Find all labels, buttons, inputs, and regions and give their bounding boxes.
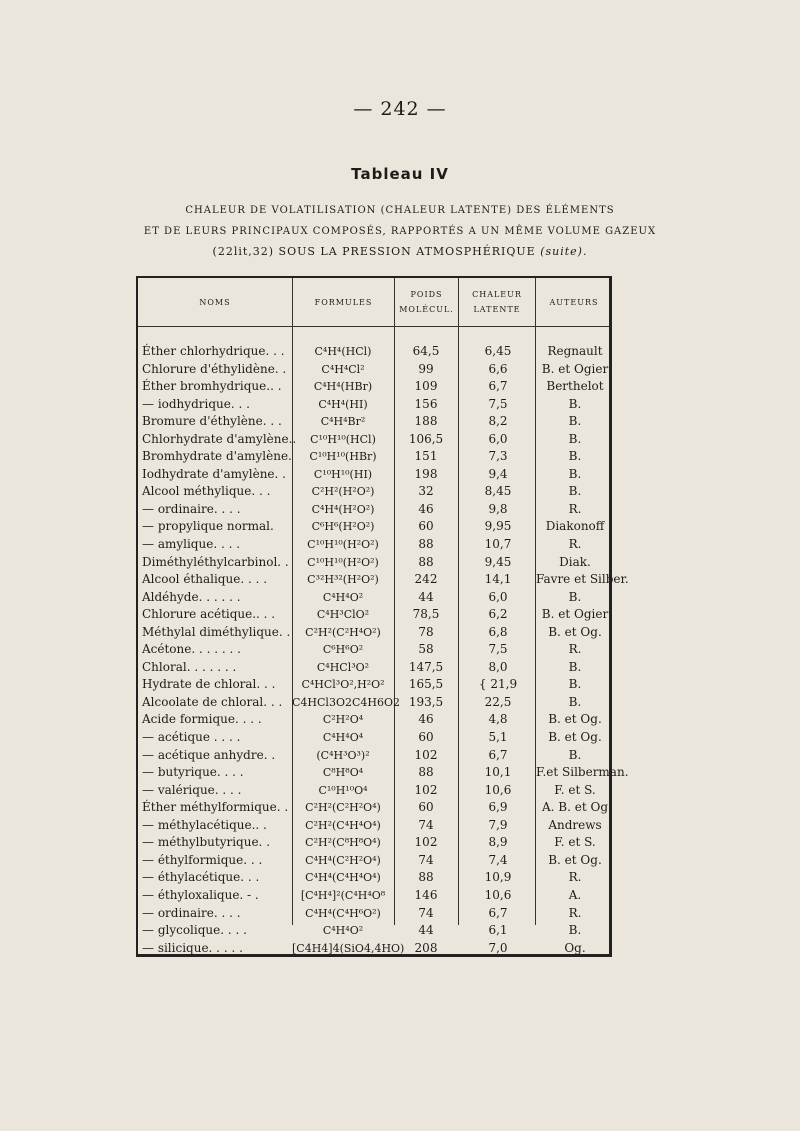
row-name: Méthylal diméthylique. . [142, 624, 291, 639]
row-heat: 8,0 [488, 659, 508, 674]
row-name: Éther chlorhydrique. . . [142, 344, 285, 358]
row-heat: 7,4 [488, 852, 508, 867]
row-weight: 46 [418, 501, 434, 516]
row-heat: 14,1 [484, 572, 512, 587]
row-author: B. et Ogier [541, 361, 609, 376]
page-number: — 242 — [353, 98, 447, 120]
row-weight: 60 [418, 730, 434, 745]
row-name: — méthylbutyrique. . [142, 835, 271, 850]
row-author: B. et Ogier [541, 607, 609, 622]
table-row [138, 782, 609, 800]
row-name: — acétique anhydre. . [142, 747, 276, 762]
row-formula: C⁴H⁴(C⁴H⁴O⁴) [305, 871, 381, 885]
row-weight: 60 [418, 800, 434, 815]
row-heat: 6,7 [488, 379, 508, 394]
row-name: — éthylformique. . . [142, 852, 263, 867]
row-formula: C⁴H⁴O² [322, 924, 364, 938]
row-author: B. et Og. [548, 624, 602, 639]
row-heat: 6,45 [484, 344, 512, 358]
row-weight: 32 [418, 484, 434, 499]
row-author: B. et Og. [548, 730, 602, 745]
row-formula: C⁴H⁴Cl² [321, 362, 365, 376]
table-row [138, 905, 609, 923]
table-row [138, 501, 609, 519]
row-weight: 151 [414, 449, 438, 464]
row-author: A. [568, 887, 582, 902]
table-row [138, 817, 609, 835]
row-weight: 64,5 [412, 344, 440, 358]
row-heat: 9,45 [484, 554, 512, 569]
row-formula: C²H²O⁴ [322, 713, 364, 727]
row-author: B. [568, 923, 582, 938]
row-weight: 193,5 [408, 694, 444, 709]
row-author: R. [568, 642, 582, 657]
table-row [138, 694, 609, 712]
row-heat: 6,7 [488, 747, 508, 762]
row-author: Og. [564, 940, 586, 955]
table-row [138, 571, 629, 589]
subtitle-suffix: (suite). [540, 245, 588, 258]
row-name: — silicique. . . . . [142, 940, 243, 955]
row-heat: 9,95 [484, 519, 512, 534]
row-author: B. [568, 396, 582, 411]
row-weight: 74 [418, 817, 434, 832]
row-author: B. et Og. [548, 852, 602, 867]
row-formula: C¹⁰H¹⁰(HI) [313, 467, 373, 481]
row-heat: 8,2 [488, 414, 508, 429]
row-author: F. et S. [554, 835, 596, 850]
row-heat: 10,9 [484, 870, 512, 885]
row-author: B. [568, 414, 582, 429]
row-formula: C⁴HCl³O² [316, 660, 370, 674]
row-weight: 102 [414, 747, 438, 762]
row-weight: 99 [418, 361, 434, 376]
row-weight: 242 [414, 572, 438, 587]
row-weight: 106,5 [408, 431, 444, 446]
row-formula: (C⁴H³O³)² [316, 748, 370, 762]
subtitle-line-3 [0, 245, 800, 258]
header-weight: POIDS MOLÉCUL. [399, 290, 454, 314]
row-weight: 78 [418, 624, 434, 639]
row-formula: C⁴H⁴(H²O²) [311, 502, 375, 516]
row-name: Alcool méthylique. . . [142, 484, 271, 499]
row-heat: 7,0 [488, 940, 508, 955]
row-author: B. [568, 484, 582, 499]
row-weight: 165,5 [408, 677, 444, 692]
table-row [138, 729, 609, 747]
row-formula: C¹⁰H¹⁰(H²O²) [307, 555, 379, 569]
table-row [138, 396, 609, 414]
table-row [138, 747, 609, 765]
table-row [138, 536, 609, 554]
table-row [138, 799, 609, 817]
row-name: — méthylacétique.. . [142, 817, 267, 832]
table-row [138, 659, 609, 677]
table-row [138, 483, 609, 501]
row-name: Acétone. . . . . . . [142, 642, 241, 657]
row-author: B. [568, 431, 582, 446]
row-author: Diak. [559, 554, 591, 569]
row-name: — acétique . . . . [142, 730, 241, 745]
table-row [138, 554, 609, 572]
row-weight: 88 [418, 554, 434, 569]
row-author: R. [568, 501, 582, 516]
table-row [138, 343, 609, 361]
row-heat: 6,9 [488, 800, 508, 815]
subtitle-line-2: ET DE LEURS PRINCIPAUX COMPOSÉS, RAPPORTÉS A UN MÊME VOLUME GAZEUX [143, 226, 657, 237]
row-heat: 6,0 [488, 431, 508, 446]
row-weight: 74 [418, 852, 434, 867]
table-row [138, 466, 609, 484]
row-heat: { 21,9 [478, 677, 518, 692]
row-name: — glycolique. . . . [142, 923, 247, 938]
row-author: Andrews [548, 817, 602, 832]
row-formula: [C⁴H⁴]²(C⁴H⁴O⁸ [300, 888, 386, 902]
row-heat: 22,5 [484, 694, 512, 709]
row-heat: 7,5 [488, 642, 508, 657]
table-row [138, 834, 609, 852]
row-weight: 109 [414, 379, 438, 394]
row-author: Favre et Silber. [536, 572, 629, 587]
row-heat: 6,0 [488, 589, 508, 604]
row-author: B. et Og. [548, 712, 602, 727]
table-row [138, 940, 609, 958]
row-name: Éther méthylformique. . [142, 800, 289, 815]
row-formula: C⁴H³ClO² [316, 608, 370, 622]
row-heat: 6,1 [488, 923, 508, 938]
row-weight: 102 [414, 782, 438, 797]
row-weight: 147,5 [408, 659, 444, 674]
row-weight: 188 [414, 414, 438, 429]
row-name: — valérique. . . . [142, 782, 242, 797]
row-author: A. B. et Og [542, 800, 608, 815]
row-weight: 74 [418, 905, 434, 920]
table-row [138, 589, 609, 607]
row-formula: C⁴HCl³O²,H²O² [301, 678, 385, 692]
row-formula: C¹⁰H¹⁰O⁴ [318, 783, 368, 797]
row-name: Hydrate de chloral. . . [142, 677, 276, 692]
row-weight: 102 [414, 835, 438, 850]
row-name: — butyrique. . . . [142, 765, 244, 780]
row-heat: 10,6 [484, 782, 512, 797]
row-formula: C⁴H⁴(C⁴H⁶O²) [305, 906, 381, 920]
row-name: — éthylacétique. . . [142, 870, 260, 885]
table-row [138, 378, 609, 396]
subtitle-line-1: CHALEUR DE VOLATILISATION (CHALEUR LATENTE) DES ÉLÉMENTS [185, 205, 615, 216]
data-table [136, 276, 629, 957]
row-heat: 10,6 [484, 887, 512, 902]
row-formula: C³²H³²(H²O²) [307, 573, 379, 587]
row-name: — propylique normal. [142, 519, 274, 534]
row-name: Éther bromhydrique.. . [142, 379, 282, 394]
row-heat: 10,1 [484, 765, 512, 780]
table-row [138, 431, 609, 449]
row-heat: 7,3 [488, 449, 508, 464]
row-formula: C²H²(C²H²O⁴) [305, 801, 381, 815]
row-heat: 10,7 [484, 537, 512, 552]
header-formulas: FORMULES [314, 297, 373, 307]
row-name: Chlorhydrate d'amylène.. [142, 431, 297, 446]
row-author: B. [568, 747, 582, 762]
row-name: Chlorure d'éthylidène. . [142, 361, 287, 376]
row-weight: 88 [418, 765, 434, 780]
row-heat: 9,8 [488, 501, 508, 516]
row-weight: 44 [418, 589, 434, 604]
row-author: F.et Silberman. [536, 765, 629, 780]
row-name: Chloral. . . . . . . [142, 659, 237, 674]
row-heat: 5,1 [488, 730, 508, 745]
row-weight: 146 [414, 887, 438, 902]
row-formula: [C4H4]4(SiO4,4HO) [292, 941, 405, 955]
row-formula: C⁴H⁴(HI) [318, 397, 368, 411]
row-author: B. [568, 659, 582, 674]
row-name: Bromhydrate d'amylène. [142, 449, 292, 464]
row-heat: 8,45 [484, 484, 512, 499]
row-weight: 46 [418, 712, 434, 727]
table-row [138, 518, 609, 536]
row-name: Diméthyléthylcarbinol. . [142, 554, 289, 569]
row-weight: 208 [414, 940, 438, 955]
row-author: B. [568, 589, 582, 604]
row-formula: C4HCl3O2C4H6O2 [292, 695, 400, 709]
row-weight: 88 [418, 870, 434, 885]
row-heat: 7,9 [488, 817, 508, 832]
row-author: B. [568, 694, 582, 709]
row-name: Iodhydrate d'amylène. . [142, 466, 286, 481]
row-heat: 8,9 [488, 835, 508, 850]
row-heat: 6,6 [488, 361, 508, 376]
row-heat: 6,7 [488, 905, 508, 920]
table-row [138, 641, 609, 659]
header-divider [138, 326, 609, 327]
row-author: B. [568, 677, 582, 692]
row-weight: 60 [418, 519, 434, 534]
table-row [138, 448, 609, 466]
table-title: Tableau IV [351, 165, 449, 183]
row-author: R. [568, 905, 582, 920]
row-formula: C¹⁰H¹⁰(HCl) [310, 432, 376, 446]
row-formula: C²H²(C²H⁴O²) [305, 625, 381, 639]
row-name: — amylique. . . . [142, 537, 241, 552]
row-formula: C⁴H⁴O⁴ [322, 731, 364, 745]
row-name: — ordinaire. . . . [142, 501, 241, 516]
row-formula: C⁴H⁴(HBr) [313, 380, 373, 394]
row-name: — iodhydrique. . . [142, 396, 250, 411]
table-row [138, 922, 609, 940]
row-name: Acide formique. . . . [142, 712, 262, 727]
table-row [138, 711, 609, 729]
row-name: — éthyloxalique. - . [142, 887, 259, 902]
row-weight: 198 [414, 466, 438, 481]
row-formula: C⁴H⁴O² [322, 590, 364, 604]
row-author: Regnault [547, 344, 603, 358]
row-author: B. [568, 449, 582, 464]
row-name: Alcool éthalique. . . . [142, 572, 268, 587]
row-heat: 6,8 [488, 624, 508, 639]
row-heat: 4,8 [488, 712, 508, 727]
table-row [138, 869, 609, 887]
row-author: R. [568, 870, 582, 885]
header-heat: CHALEUR LATENTE [472, 290, 522, 314]
header-authors: AUTEURS [549, 297, 599, 307]
row-heat: 6,2 [488, 607, 508, 622]
row-name: Bromure d'éthylène. . . [142, 414, 282, 429]
row-weight: 78,5 [412, 607, 440, 622]
table-row [138, 764, 629, 782]
row-author: R. [568, 537, 582, 552]
row-author: B. [568, 466, 582, 481]
table-row [138, 606, 609, 624]
row-weight: 44 [418, 923, 434, 938]
row-author: Berthelot [546, 379, 604, 394]
header-names: NOMS [199, 297, 231, 307]
row-weight: 156 [414, 396, 438, 411]
table-body [138, 343, 629, 957]
row-formula: C⁶H⁶(H²O²) [311, 520, 375, 534]
table-row [138, 852, 609, 870]
row-name: — ordinaire. . . . [142, 905, 241, 920]
row-name: Chlorure acétique.. . . [142, 607, 276, 622]
row-formula: C⁴H⁴Br² [320, 415, 366, 429]
table-row [138, 413, 609, 431]
row-heat: 7,5 [488, 396, 508, 411]
row-name: Aldéhyde. . . . . . [142, 589, 241, 604]
subtitle-line-3-text: (22lit,32) SOUS LA PRESSION ATMOSPHÉRIQUE [212, 245, 536, 258]
row-author: Diakonoff [545, 519, 605, 534]
table-row [138, 624, 609, 642]
row-formula: C¹⁰H¹⁰(HBr) [309, 450, 377, 464]
table-row [138, 887, 609, 905]
row-formula: C⁶H⁶O² [322, 643, 364, 657]
row-weight: 88 [418, 537, 434, 552]
table-row [138, 361, 609, 379]
row-formula: C²H²(C⁸H⁸O⁴) [305, 836, 381, 850]
row-formula: C¹⁰H¹⁰(H²O²) [307, 538, 379, 552]
row-heat: 9,4 [488, 466, 508, 481]
row-formula: C²H²(H²O²) [311, 485, 375, 499]
row-formula: C⁴H⁴(C²H²O⁴) [305, 853, 381, 867]
row-weight: 58 [418, 642, 434, 657]
row-name: Alcoolate de chloral. . . [142, 694, 283, 709]
row-formula: C⁸H⁸O⁴ [322, 766, 364, 780]
row-formula: C⁴H⁴(HCl) [314, 345, 372, 358]
row-formula: C²H²(C⁴H⁴O⁴) [305, 818, 381, 832]
table-row [138, 676, 609, 694]
row-author: F. et S. [554, 782, 596, 797]
